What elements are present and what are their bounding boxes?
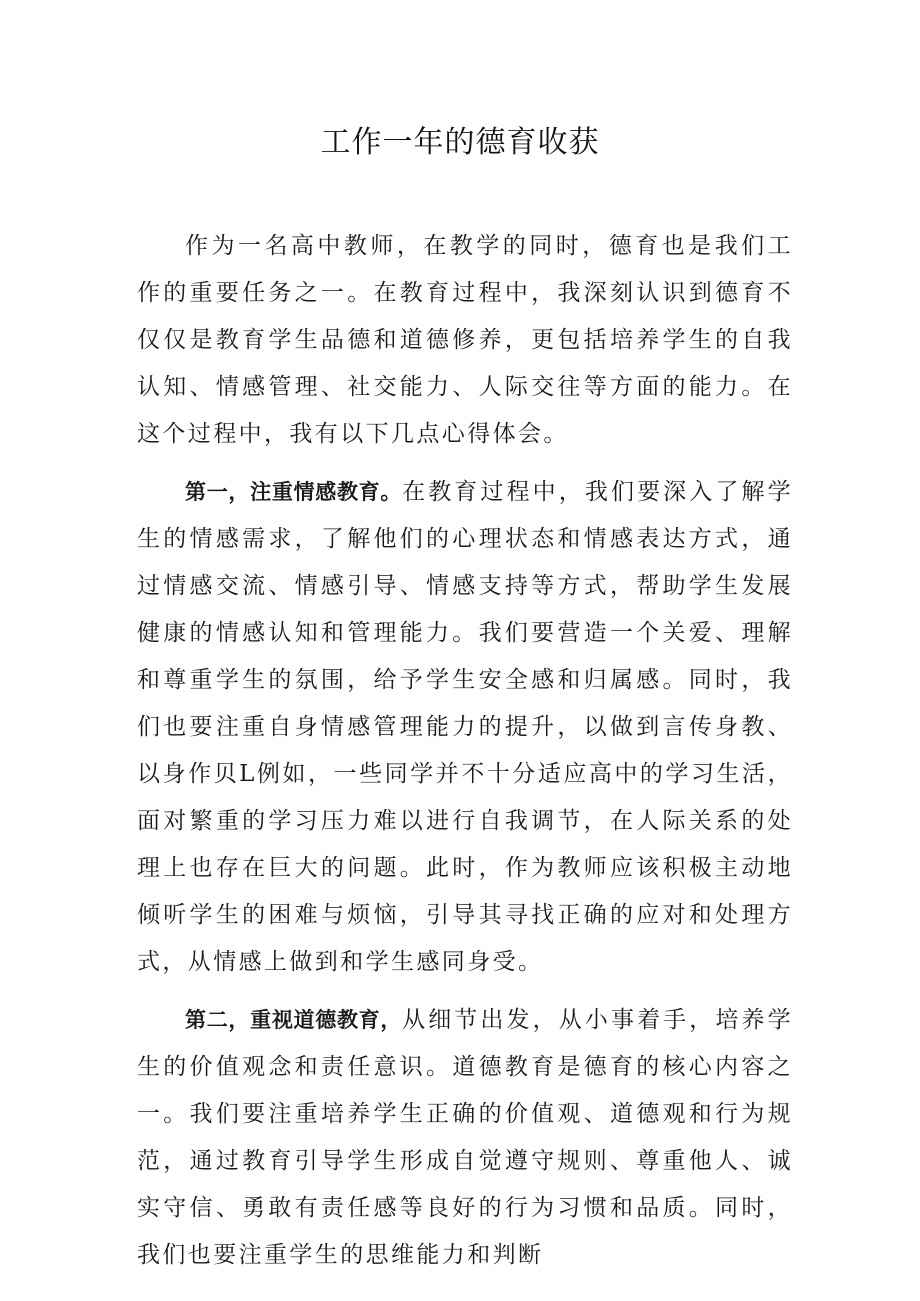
document-title: 工作一年的德育收获 [320,125,600,160]
paragraph-intro [137,223,793,458]
document-body [137,223,793,1279]
paragraph-moral-education [137,997,793,1279]
paragraph-text: 作为一名高中教师，在教学的同时，德育也是我们工作的重要任务之一。在教育过程中，我深刻认识到德育不仅仅是教育学生品德和道德修养，更包括培养学生的自我认知、情感管理、社交能力、人际交往等方面的能力。在这个过程中，我有以下几点心得体会。 [137,233,793,447]
paragraph-text: 在教育过程中，我们要深入了解学生的情感需求，了解他们的心理状态和情感表达方式，通过情感交流、情感引导、情感支持等方式，帮助学生发展健康的情感认知和管理能力。我们要营造一个关爱、理解和尊重学生的氛围，给予学生安全感和归属感。同时，我们也要注重自身情感管理能力的提升，以做到言传身教、以身作贝L例如，一些同学并不十分适应高中的学习生活，面对繁重的学习压力难以进行自我调节，在人际关系的处理上也存在巨大的问题。此时，作为教师应该积极主动地倾听学生的困难与烦恼，引导其寻找正确的应对和处理方式，从情感上做到和学生感同身受。 [137,479,794,975]
paragraph-lead: 第一，注重情感教育。 [185,480,403,504]
paragraph-emotional-education [137,469,793,986]
paragraph-lead: 第二，重视道德教育， [185,1008,403,1032]
paragraph-text: 从细节出发，从小事着手，培养学生的价值观念和责任意识。道德教育是德育的核心内容之一。我们要注重培养学生正确的价值观、道德观和行为规范，通过教育引导学生形成自觉遵守规则、尊重他人、诚实守信、勇敢有责任感等良好的行为习惯和品质。同时，我们也要注重学生的思维能力和判断 [137,1007,794,1268]
